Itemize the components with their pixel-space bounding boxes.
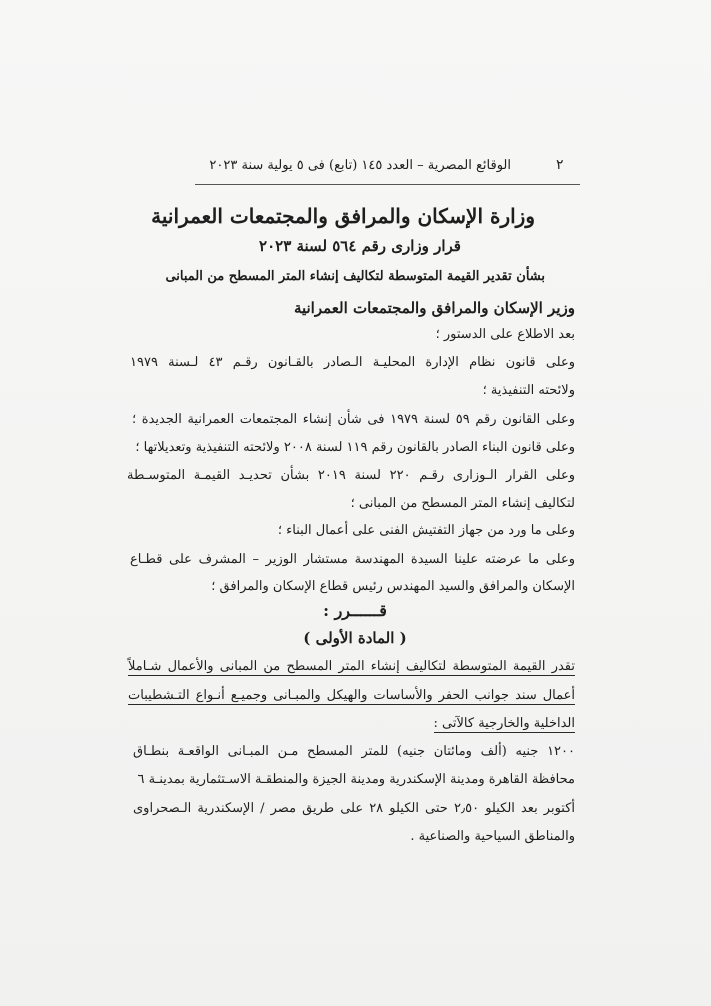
preamble-line: وعلى قانون البناء الصادر بالقانون رقم ١١٩ لسنة ٢٠٠٨ ولائحته التنفيذية وتعديلاتها ؛	[135, 440, 575, 455]
preamble-line: وعلى ما ورد من جهاز التفتيش الفنى على أعمال البناء ؛	[277, 523, 575, 538]
article-line: ١٢٠٠ جنيه (ألف ومائتان جنيه) للمتر المسطح مـن المبـانى الواقعـة بنطـاق	[133, 744, 575, 759]
article-text: الداخلية والخارجية كالآتى :	[433, 716, 575, 731]
ministry-title: وزارة الإسكان والمرافق والمجتمعات العمرانية	[151, 204, 535, 228]
preamble-line: وعلى القرار الـوزارى رقـم ٢٢٠ لسنة ٢٠١٩ بشأن تحديـد القيمـة المتوسـطة	[127, 468, 575, 483]
article-line	[390, 716, 575, 732]
article-heading: ( المادة الأولى )	[303, 629, 407, 647]
running-header: الوقائع المصرية – العدد ١٤٥ (تابع) فى ٥ يولية سنة ٢٠٢٣	[209, 158, 511, 173]
preamble-line: وعلى قانون نظام الإدارة المحليـة الـصادر بالقـانون رقـم ٤٣ لـسنة ١٩٧٩	[130, 355, 575, 370]
header-divider	[195, 184, 580, 185]
preamble-line: ولائحته التنفيذية ؛	[482, 383, 575, 398]
preamble-line: وعلى القانون رقم ٥٩ لسنة ١٩٧٩ فى شأن إنشاء المجتمعات العمرانية الجديدة ؛	[132, 412, 575, 427]
preamble-line: الإسكان والمرافق والسيد المهندس رئيس قطاع الإسكان والمرافق ؛	[211, 579, 575, 594]
article-line: محافظة القاهرة ومدينة الإسكندرية ومدينة الجيزة والمنطقـة الاسـتثمارية بمدينـة ٦	[137, 772, 575, 787]
preamble-line: لتكاليف إنشاء المتر المسطح من المبانى ؛	[350, 496, 575, 511]
minister-title: وزير الإسكان والمرافق والمجتمعات العمرانية	[293, 299, 575, 317]
preamble-line: وعلى ما عرضته علينا السيدة المهندسة مستشار الوزير – المشرف على قطـاع	[130, 552, 575, 567]
article-text: تقدر القيمة المتوسطة لتكاليف إنشاء المتر المسطح من المبانى والأعمال شـاملاً	[128, 659, 575, 674]
article-line	[128, 688, 575, 704]
page-number: ٢	[556, 157, 564, 173]
preamble-line: بعد الاطلاع على الدستور ؛	[435, 327, 575, 342]
article-line: أكتوبر بعد الكيلو ٢٫٥٠ حتى الكيلو ٢٨ على طريق مصر / الإسكندرية الـصحراوى	[133, 801, 576, 816]
decree-number: قرار وزارى رقم ٥٦٤ لسنة ٢٠٢٣	[259, 237, 461, 255]
article-text: أعمال سند جوانب الحفر والأساسات والهيكل والمبـانى وجميـع أنـواع التـشطيبات	[128, 688, 575, 703]
decree-subject: بشأن تقدير القيمة المتوسطة لتكاليف إنشاء المتر المسطح من المبانى	[165, 269, 545, 284]
article-line	[128, 659, 575, 675]
decides-heading: قــــــرر :	[323, 601, 387, 620]
article-line: والمناطق السياحية والصناعية .	[410, 829, 575, 844]
